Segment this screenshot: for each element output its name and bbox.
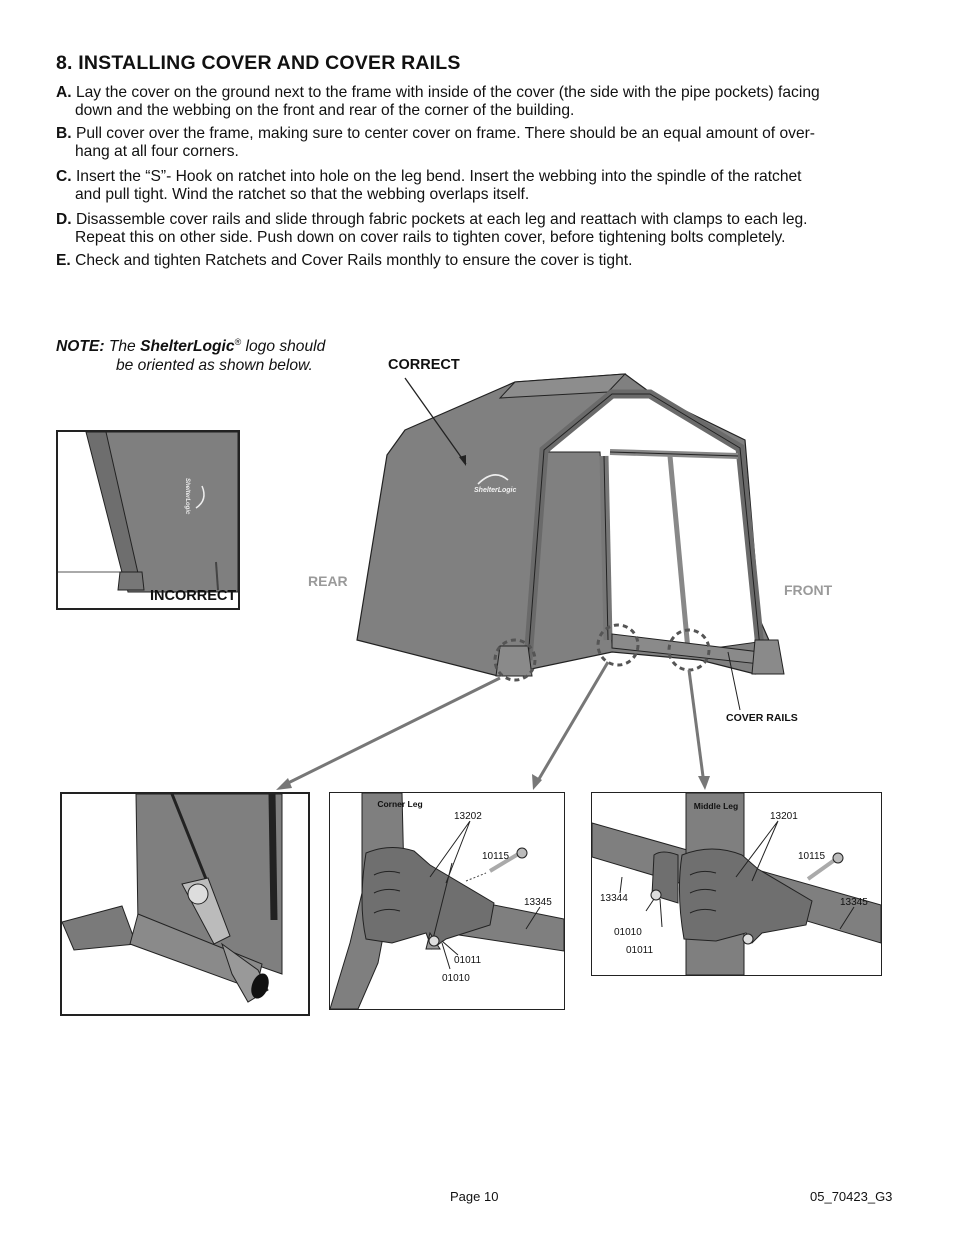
cover-rails-label: COVER RAILS: [726, 712, 798, 724]
step-letter: B.: [56, 125, 72, 142]
part-10115: 10115: [798, 851, 826, 862]
note-prefix: NOTE:: [56, 338, 105, 356]
part-01010: 01010: [614, 927, 642, 938]
step-text-cont: and pull tight. Wind the ratchet so that the webbing overlaps itself.: [75, 186, 530, 203]
step-text: Check and tighten Ratchets and Cover Rails monthly to ensure the cover is tight.: [75, 252, 633, 269]
step-text-cont: down and the webbing on the front and rear of the corner of the building.: [75, 102, 575, 119]
note-brand: ShelterLogic: [140, 338, 235, 356]
part-13201: 13201: [770, 811, 798, 822]
shed-logo-text: ShelterLogic: [474, 487, 517, 494]
middle-leg-detail: [591, 792, 882, 976]
step-text-cont: hang at all four corners.: [75, 143, 239, 160]
corner-leg-title: Corner Leg: [377, 799, 423, 809]
part-13344: 13344: [600, 893, 628, 904]
ratchet-illustration: [62, 794, 308, 1014]
step-letter: A.: [56, 84, 72, 101]
part-01011: 01011: [626, 945, 654, 956]
note-pre: The: [108, 338, 136, 356]
step-letter: C.: [56, 168, 72, 185]
part-13202: 13202: [454, 811, 482, 822]
front-label: FRONT: [784, 582, 833, 598]
middle-leg-title: Middle Leg: [693, 801, 739, 811]
rear-label: REAR: [308, 573, 348, 589]
correct-label: CORRECT: [388, 357, 460, 373]
part-01011: 01011: [454, 955, 482, 966]
page-number: Page 10: [450, 1189, 499, 1204]
note-line2: be oriented as shown below.: [116, 357, 313, 375]
ratchet-detail: [60, 792, 310, 1016]
incorrect-logo-text: ShelterLogic: [184, 478, 190, 515]
document-id: 05_70423_G3: [810, 1189, 893, 1204]
note-post: logo should: [245, 338, 326, 356]
step-text: Insert the “S”- Hook on ratchet into hole on the leg bend. Insert the webbing into the spindle of the ratchet: [75, 168, 802, 185]
step-text: Lay the cover on the ground next to the frame with inside of the cover (the side with the pipe pockets) facing: [75, 84, 820, 101]
step-text-cont: Repeat this on other side. Push down on cover rails to tighten cover, before tightening bolts completely.: [75, 229, 786, 246]
part-10115: 10115: [482, 851, 510, 862]
step-letter: E.: [56, 252, 71, 269]
step-letter: D.: [56, 211, 72, 228]
corner-leg-detail: [329, 792, 565, 1010]
incorrect-label: INCORRECT: [150, 588, 237, 604]
part-13345: 13345: [524, 897, 552, 908]
note-reg: ®: [234, 337, 242, 347]
step-text: Disassemble cover rails and slide through fabric pockets at each leg and reattach with clamps to each leg.: [75, 211, 808, 228]
part-01010: 01010: [442, 973, 470, 984]
part-13345: 13345: [840, 897, 868, 908]
step-text: Pull cover over the frame, making sure to center cover on frame. There should be an equal amount of over-: [75, 125, 816, 142]
section-title: 8. INSTALLING COVER AND COVER RAILS: [56, 52, 461, 74]
